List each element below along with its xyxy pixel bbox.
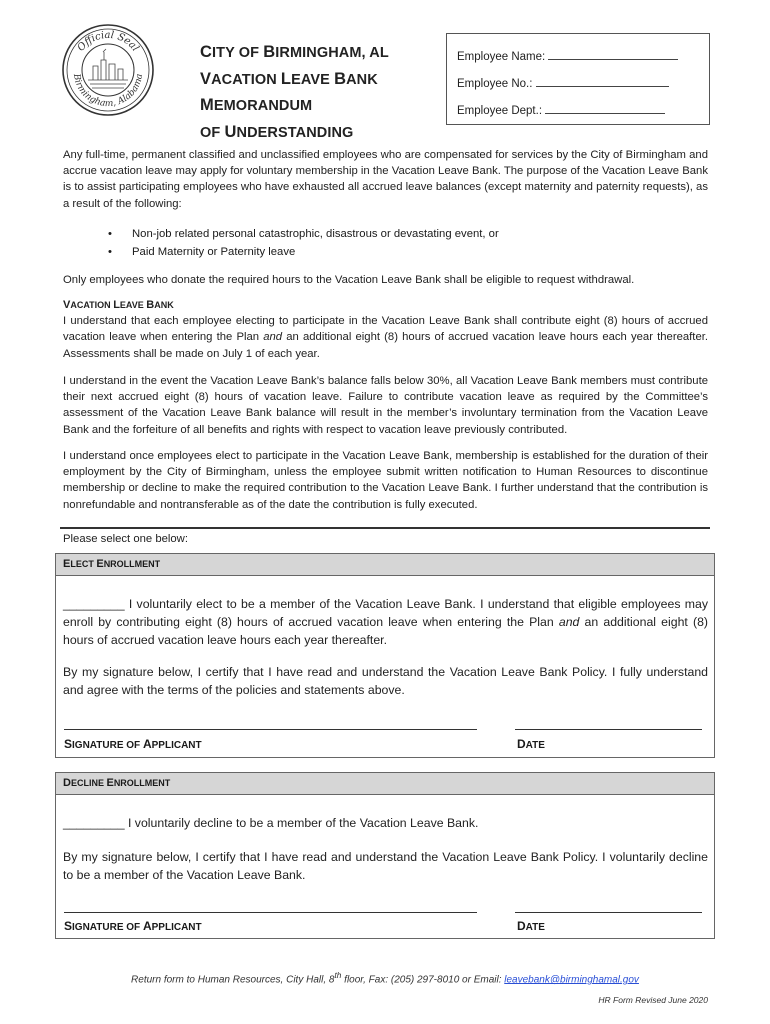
list-item: • Paid Maternity or Paternity leave	[108, 244, 499, 262]
elect-statement: _________ I voluntarily elect to be a member of the Vacation Leave Bank. I understand that eligible employees may enroll by contributing eight (8) hours of accrued vacation leave when entering the Plan and an additional eight (8) hours of accrued vacation leave hours each year thereafter.	[63, 597, 709, 647]
seal-top-text: Official Seal	[75, 29, 141, 54]
elect-signature-line[interactable]	[64, 729, 477, 730]
city-seal-logo	[60, 22, 156, 118]
document-title	[200, 40, 389, 146]
employee-name-row	[457, 44, 709, 71]
title-line-3: MEMORANDUM	[200, 96, 313, 114]
title-line-2: VACATION LEAVE BANK	[200, 69, 378, 88]
employee-no-row	[457, 71, 709, 98]
decline-enrollment-heading: DECLINE ENROLLMENT	[56, 773, 714, 795]
employee-dept-field[interactable]	[545, 103, 665, 114]
return-instructions: Return form to Human Resources, City Hall, 8th floor, Fax: (205) 297-8010 or Email: leavebank@birminghamal.gov	[131, 970, 639, 986]
elect-date-line[interactable]	[515, 729, 702, 730]
employee-info-box	[446, 33, 710, 125]
employee-name-field[interactable]	[548, 49, 678, 60]
employee-dept-row	[457, 98, 709, 125]
eligibility-paragraph: Only employees who donate the required hours to the Vacation Leave Bank shall be eligible to request withdrawal.	[63, 274, 635, 286]
list-item: • Non-job related personal catastrophic, disastrous or devastating event, or	[108, 226, 499, 244]
title-line-4: OF UNDERSTANDING	[200, 122, 354, 141]
employee-no-label: Employee No.:	[457, 78, 533, 90]
vlb-paragraph-2: I understand in the event the Vacation Leave Bank’s balance falls below 30%, all Vacation Leave Bank members must contribute their next accrued eight (8) hours of vacation leave. Failure to contribute vacation leave as required by the Committee’s assessment of the Vacation Leave Bank balance will result in the member’s involuntary termination from the Vacation Leave Bank and the forfeiture of all benefits and rights with respect to vacation leave previously contributed.	[63, 375, 708, 436]
decline-enrollment-section	[55, 772, 715, 939]
vlb-paragraph-1: I understand that each employee electing to participate in the Vacation Leave Bank shall contribute eight (8) hours of accrued vacation leave when entering the Plan and an additional eight (8) hours of accrued vacation leave hours each year thereafter. Assessments shall be made on July 1 of each year.	[63, 315, 708, 360]
employee-name-label: Employee Name:	[457, 51, 546, 63]
reasons-list	[108, 226, 499, 261]
elect-initial-blank[interactable]: _________	[63, 597, 125, 611]
intro-paragraph: Any full-time, permanent classified and unclassified employees who are compensated for services by the City of Birmingham and accrue vacation leave may apply for voluntary membership in the Vacation Leave Bank. The purpose of the Vacation Leave Bank is to assist participating employees who have exhausted all accrued leave balances (except maternity and paternity requests), as a result of the following:	[63, 149, 708, 210]
elect-enrollment-section	[55, 553, 715, 758]
decline-initial-blank[interactable]: _________	[63, 816, 125, 830]
elect-date-label: DATE	[517, 737, 545, 751]
svg-text:Birmingham, Alabama	[71, 72, 145, 109]
title-line-1: CITY OF BIRMINGHAM, AL	[200, 43, 389, 61]
elect-signature-label: SIGNATURE OF APPLICANT	[64, 737, 202, 751]
decline-date-line[interactable]	[515, 912, 702, 913]
decline-date-label: DATE	[517, 919, 545, 933]
employee-no-field[interactable]	[536, 76, 669, 87]
vlb-heading: VACATION LEAVE BANK	[63, 299, 174, 311]
decline-certify-text: By my signature below, I certify that I have read and understand the Vacation Leave Bank Policy. I voluntarily decline to be a member of the Vacation Leave Bank.	[63, 850, 708, 882]
decline-signature-label: SIGNATURE OF APPLICANT	[64, 919, 202, 933]
employee-dept-label: Employee Dept.:	[457, 105, 543, 117]
elect-enrollment-heading: ELECT ENROLLMENT	[56, 554, 714, 576]
vlb-section	[63, 297, 708, 362]
divider	[60, 527, 710, 529]
seal-bottom-text: Birmingham, Alabama	[70, 73, 146, 110]
decline-signature-line[interactable]	[64, 912, 477, 913]
form-revision-note: HR Form Revised June 2020	[598, 995, 708, 1005]
select-prompt: Please select one below:	[63, 533, 188, 545]
email-link[interactable]: leavebank@birminghamal.gov	[504, 974, 639, 986]
svg-text:Official Seal	[76, 30, 141, 54]
elect-certify-text: By my signature below, I certify that I have read and understand the Vacation Leave Bank Policy. I fully understand and agree with the terms of the policies and statements above.	[63, 665, 708, 697]
vlb-paragraph-3: I understand once employees elect to participate in the Vacation Leave Bank, membership is established for the duration of their employment by the City of Birmingham, unless the employee submit written notification to Human Resources to discontinue membership or decline to make the required contribution to the Vacation Leave Bank. I further understand that the contribution is nonrefundable and nontransferable as of the date the contribution is fully executed.	[63, 450, 708, 511]
decline-statement: _________ I voluntarily decline to be a member of the Vacation Leave Bank.	[63, 816, 479, 830]
